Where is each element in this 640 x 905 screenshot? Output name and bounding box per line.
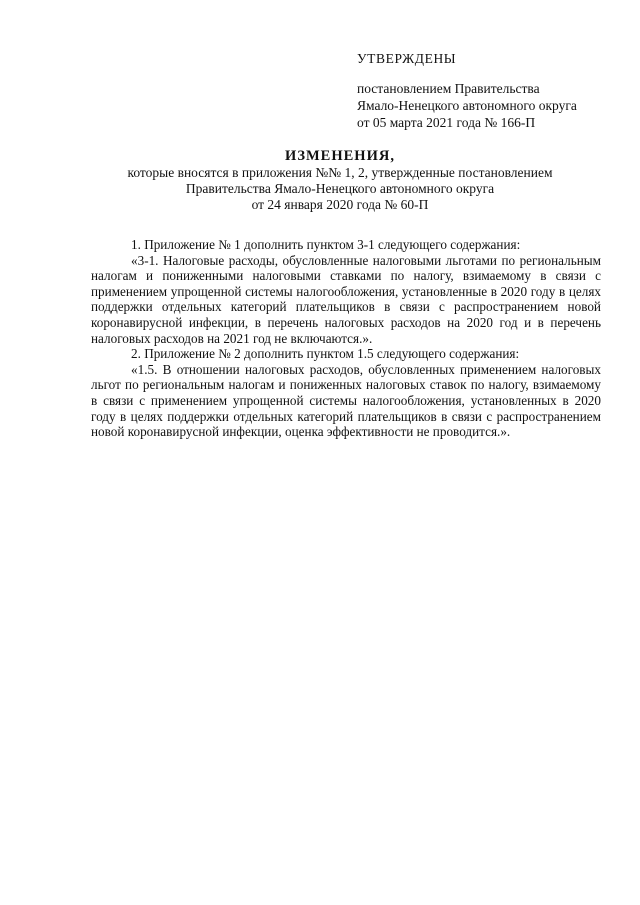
approval-line-3: от 05 марта 2021 года № 166-П — [357, 115, 536, 130]
document-heading — [80, 148, 600, 213]
approval-title: УТВЕРЖДЕНЫ — [357, 51, 457, 66]
heading-line-1: которые вносятся в приложения №№ 1, 2, утвержденные постановлением — [127, 165, 553, 180]
paragraph-2: «3-1. Налоговые расходы, обусловленные налоговыми льготами по региональным налогам и пониженными налоговыми ставками по налогу, взимаемому в связи с применением упрощенной системы налогообложения, установленные в 2020 году в целях поддержки отдельных категорий плательщиков в связи с распространением новой коронавирусной инфекции, в перечень налоговых расходов на 2020 год и в перечень налоговых расходов на 2021 год не включаются.». — [91, 252, 601, 346]
document-title: ИЗМЕНЕНИЯ, — [285, 148, 395, 164]
heading-line-3: от 24 января 2020 года № 60-П — [251, 197, 429, 212]
paragraph-4: «1.5. В отношении налоговых расходов, обусловленных применением налоговых льгот по региональным налогам и пониженных налоговых ставок по налогу, взимаемому в связи с применением упрощенной системы налогообложения, установленных в 2020 году в целях поддержки отдельных категорий плательщиков в связи с распространением новой коронавирусной инфекции, оценка эффективности не проводится.». — [91, 361, 601, 440]
approval-line-2: Ямало-Ненецкого автономного округа — [357, 98, 577, 113]
heading-line-2: Правительства Ямало-Ненецкого автономного округа — [185, 181, 495, 196]
paragraph-3: 2. Приложение № 2 дополнить пунктом 1.5 следующего содержания: — [131, 346, 520, 362]
approval-line-1: постановлением Правительства — [357, 81, 540, 96]
document-body — [91, 237, 601, 440]
paragraph-1: 1. Приложение № 1 дополнить пунктом 3-1 следующего содержания: — [131, 237, 521, 252]
approval-stamp — [357, 50, 627, 131]
